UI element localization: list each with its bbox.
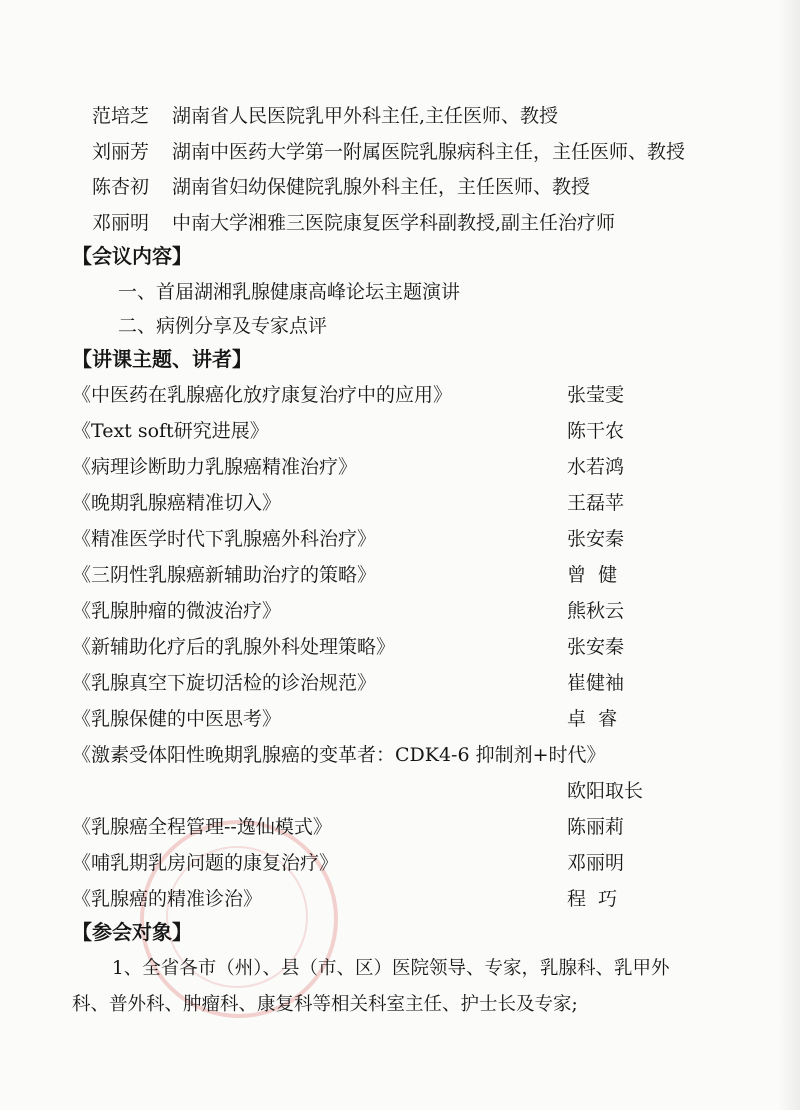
page-edge-shadow bbox=[778, 0, 800, 1110]
lecture-topic: 《乳腺癌的精准诊治》 bbox=[72, 888, 263, 910]
lecture-speaker: 水若鸿 bbox=[567, 456, 625, 478]
lecture-speaker: 陈干农 bbox=[567, 420, 625, 442]
lecture-speaker: 张安秦 bbox=[567, 528, 625, 550]
lecture-topic: 《激素受体阳性晚期乳腺癌的变革者：CDK4-6 抑制剂+时代》 bbox=[72, 744, 606, 766]
lecture-topic: 《哺乳期乳房问题的康复治疗》 bbox=[72, 852, 339, 874]
lecture-topic: 《Text soft研究进展》 bbox=[72, 420, 269, 442]
expert-title: 中南大学湘雅三医院康复医学科副教授,副主任治疗师 bbox=[172, 212, 616, 234]
lecture-topic: 《乳腺癌全程管理--逸仙模式》 bbox=[72, 816, 332, 838]
attendees-line: 科、普外科、肿瘤科、康复科等相关科室主任、护士长及专家; bbox=[72, 994, 578, 1015]
lecture-speaker: 张莹雯 bbox=[567, 384, 625, 406]
lecture-speaker: 邓丽明 bbox=[567, 852, 625, 874]
expert-title: 湖南省人民医院乳甲外科主任,主任医师、教授 bbox=[172, 105, 559, 127]
section-heading-attendees: 【参会对象】 bbox=[72, 920, 192, 944]
attendees-line: 1、全省各市（州）、县（市、区）医院领导、专家，乳腺科、乳甲外 bbox=[112, 958, 670, 979]
content-item: 一、首届湖湘乳腺健康高峰论坛主题演讲 bbox=[118, 281, 461, 303]
lecture-topic: 《乳腺肿瘤的微波治疗》 bbox=[72, 600, 282, 622]
section-heading-content: 【会议内容】 bbox=[72, 244, 192, 268]
lecture-topic: 《乳腺真空下旋切活检的诊治规范》 bbox=[72, 672, 377, 694]
lecture-topic: 《三阴性乳腺癌新辅助治疗的策略》 bbox=[72, 564, 377, 586]
lecture-topic: 《新辅助化疗后的乳腺外科处理策略》 bbox=[72, 636, 396, 658]
lecture-topic: 《晚期乳腺癌精准切入》 bbox=[72, 492, 282, 514]
lecture-speaker: 程 巧 bbox=[567, 888, 618, 910]
expert-name: 刘丽芳 bbox=[92, 141, 150, 163]
lecture-speaker: 崔健袖 bbox=[567, 672, 625, 694]
lecture-topic: 《中医药在乳腺癌化放疗康复治疗中的应用》 bbox=[72, 384, 453, 406]
expert-title: 湖南省妇幼保健院乳腺外科主任，主任医师、教授 bbox=[172, 176, 591, 198]
content-item: 二、病例分享及专家点评 bbox=[118, 315, 328, 337]
lecture-topic: 《乳腺保健的中医思考》 bbox=[72, 708, 282, 730]
lecture-speaker: 熊秋云 bbox=[567, 600, 625, 622]
lecture-speaker: 王磊苹 bbox=[567, 492, 625, 514]
section-heading-topics: 【讲课主题、讲者】 bbox=[72, 347, 252, 371]
expert-name: 陈杏初 bbox=[92, 176, 150, 198]
expert-name: 邓丽明 bbox=[92, 212, 150, 234]
expert-name: 范培芝 bbox=[92, 105, 150, 127]
lecture-topic: 《精准医学时代下乳腺癌外科治疗》 bbox=[72, 528, 377, 550]
lecture-speaker: 张安秦 bbox=[567, 636, 625, 658]
lecture-topic: 《病理诊断助力乳腺癌精准治疗》 bbox=[72, 456, 358, 478]
lecture-speaker: 卓 睿 bbox=[567, 708, 618, 730]
lecture-speaker: 欧阳取长 bbox=[567, 780, 644, 802]
red-seal-stamp bbox=[140, 820, 338, 1018]
lecture-speaker: 曾 健 bbox=[567, 564, 618, 586]
expert-title: 湖南中医药大学第一附属医院乳腺病科主任，主任医师、教授 bbox=[172, 141, 686, 163]
lecture-speaker: 陈丽莉 bbox=[567, 816, 625, 838]
